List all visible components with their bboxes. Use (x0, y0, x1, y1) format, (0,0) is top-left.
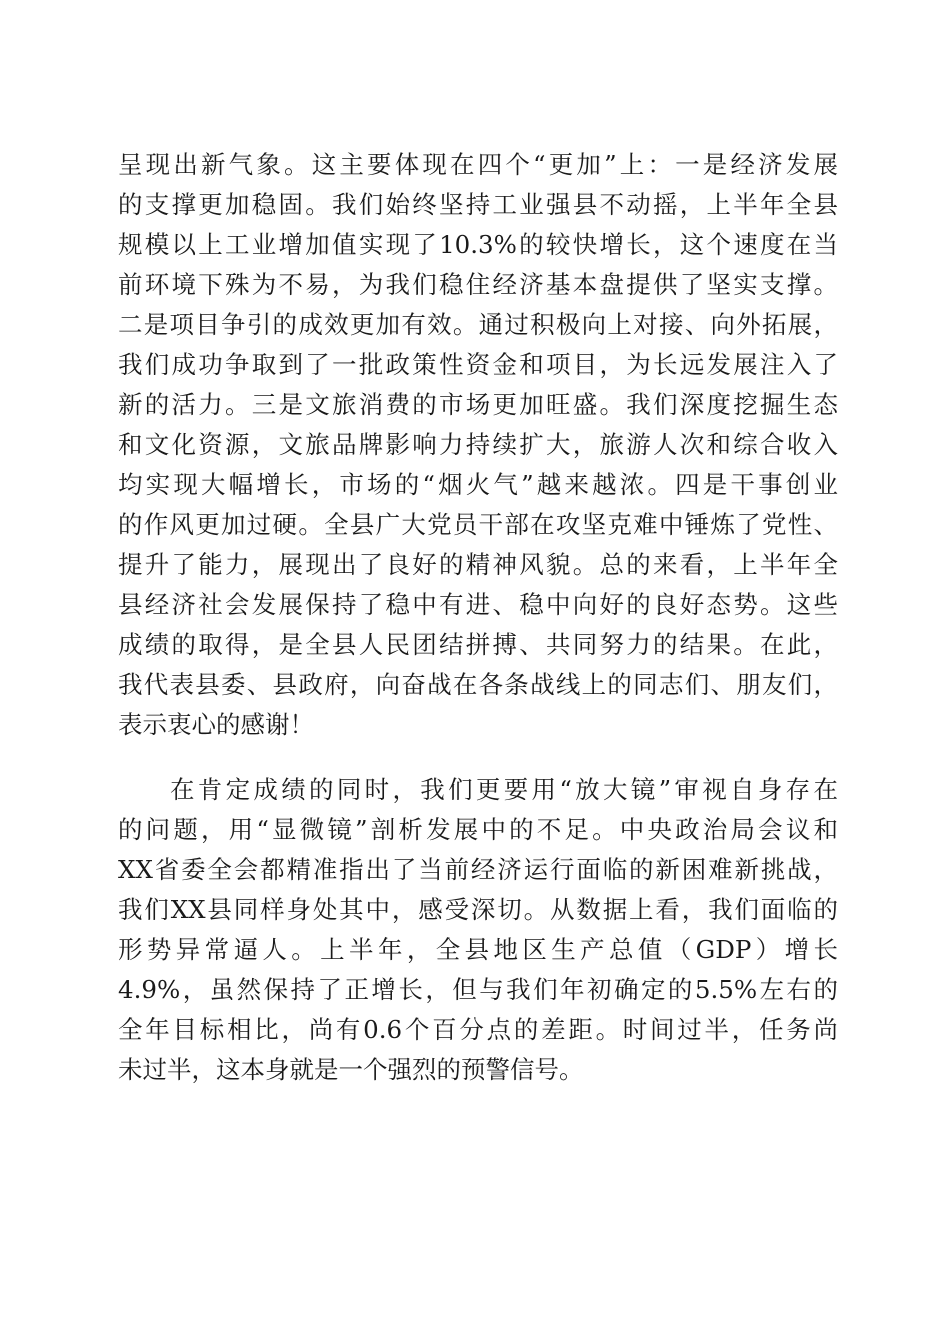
paragraph-2-line-4: 我们XX县同样身处其中，感受深切。从数据上看，我们面临的 (118, 895, 838, 924)
paragraph-2-line-1: 在肯定成绩的同时，我们更要用“放大镜”审视自身存在 (170, 775, 838, 804)
paragraph-1-line-9: 均实现大幅增长，市场的“烟火气”越来越浓。四是干事创业 (118, 470, 838, 499)
paragraph-1-line-6: 我们成功争取到了一批政策性资金和项目，为长远发展注入了 (118, 350, 838, 379)
paragraph-1-line-4: 前环境下殊为不易，为我们稳住经济基本盘提供了坚实支撑。 (118, 270, 838, 299)
paragraph-1-line-2: 的支撑更加稳固。我们始终坚持工业强县不动摇，上半年全县 (118, 190, 838, 219)
paragraph-2-line-5: 形势异常逼人。上半年，全县地区生产总值（GDP）增长 (118, 935, 838, 964)
paragraph-1-line-1: 呈现出新气象。这主要体现在四个“更加”上：一是经济发展 (118, 150, 838, 179)
paragraph-1-line-15: 表示衷心的感谢！ (118, 710, 314, 739)
paragraph-1-line-8: 和文化资源，文旅品牌影响力持续扩大，旅游人次和综合收入 (118, 430, 838, 459)
paragraph-1-line-11: 提升了能力，展现出了良好的精神风貌。总的来看，上半年全 (118, 550, 838, 579)
paragraph-1-line-7: 新的活力。三是文旅消费的市场更加旺盛。我们深度挖掘生态 (118, 390, 838, 419)
paragraph-2-line-6: 4.9%，虽然保持了正增长，但与我们年初确定的5.5%左右的 (118, 975, 838, 1004)
paragraph-1-line-5: 二是项目争引的成效更加有效。通过积极向上对接、向外拓展， (118, 310, 838, 339)
paragraph-2-line-2: 的问题，用“显微镜”剖析发展中的不足。中央政治局会议和 (118, 815, 838, 844)
paragraph-2-line-8: 未过半，这本身就是一个强烈的预警信号。 (118, 1055, 584, 1084)
paragraph-1-line-12: 县经济社会发展保持了稳中有进、稳中向好的良好态势。这些 (118, 590, 838, 619)
paragraph-1-line-14: 我代表县委、县政府，向奋战在各条战线上的同志们、朋友们， (118, 670, 838, 699)
paragraph-2-line-7: 全年目标相比，尚有0.6个百分点的差距。时间过半，任务尚 (118, 1015, 838, 1044)
paragraph-1-line-13: 成绩的取得，是全县人民团结拼搏、共同努力的结果。在此， (118, 630, 838, 659)
paragraph-1-line-10: 的作风更加过硬。全县广大党员干部在攻坚克难中锤炼了党性、 (118, 510, 838, 539)
paragraph-1-line-3: 规模以上工业增加值实现了10.3%的较快增长，这个速度在当 (118, 230, 838, 259)
paragraph-2-line-3: XX省委全会都精准指出了当前经济运行面临的新困难新挑战， (118, 855, 838, 884)
